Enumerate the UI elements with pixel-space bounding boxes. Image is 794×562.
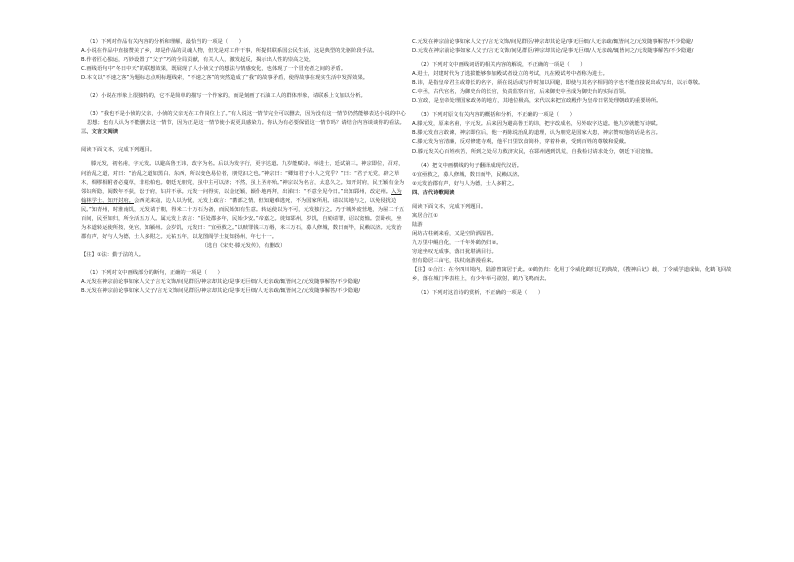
right-column — [412, 38, 737, 298]
poem-line: 但有隐居三亩宅，扶杖南游漫看来。 — [412, 258, 497, 265]
option-b: B.滕元发直言敢谏，神宗即位后，他一再陈说治乱的道理，认为朋党是国家大患，神宗赞叹他的话是名言。 — [412, 130, 661, 137]
translation-sentence-1: ①宜亟救之，募人修城，数日而毕，民赖以济。 — [412, 171, 523, 178]
passage-text-2: 会西羌来寇，边人以为忧，元发上疏言：“蕃部之情，但知避难逃死，不为国家所用。请以其地与之，以免侵扰边民。”知青州，时淮南饥，元发请于朝，得米二十万石为备，而民始知有生意。转运使以为不可，元发独行之。乃于城外废营地，为屋二千五百间，民至如归，所全活五万人。属元发上表言：“臣处郡多年，民始少安。”帝嘉之。徙知郓州，岁饥，自劾请罪，诏以宽恤。尝卧疾，坐为本道转运使所按，免官，知颍州。会岁饥，元发曰：“宜亟救之。”以赎罪钱三万缗，米三万石，募人修城，数日而毕，民赖以济。元发治郡有声，好与人为德，士人多附之。元祐五年，以龙图阁学士复知扬州，年七十一。 — [81, 197, 405, 240]
poem-note: 【注】①合江：在今四川境内，陆游曾寓居于此。②鹤仍归：化用丁令威化鹤归辽的典故，《搜神后记》载，丁令威学道成仙，化鹤飞回故乡，落在城门华表柱上，有少年举弓欲射，鹤乃飞鸣而去。 — [412, 267, 732, 283]
left-column — [81, 38, 406, 296]
question-p1-stem: （1）下列对这首诗的赏析，不正确的一项是（ ） — [418, 290, 544, 297]
poem-line: 穷途坐叹无成事，落日犹堪满目行。 — [412, 248, 497, 255]
option-b: B.元发在神宗前论事如家人父子/言无文饰间见群臣/神宗却其论/是事无巨细/人无亲疏/辄皆问之/元发随事解答/不少隐避/ — [81, 288, 361, 295]
poem-author: 陆游 — [412, 221, 423, 228]
option-a: A.小说在作品中直接赞美了乡，却是作品的灵魂人物，但先是对工作干事，所提供联系国公民生活，这是典型的先驱阶段手法。 — [81, 48, 378, 55]
question-3: （3）“我也不是小侦的父亲，小侦的父亲无在工作岗位上了。”有人说这一情节完全可以删去，因为没有这一情节仍然能够表达小说的中心思想；也有人认为不能删去这一情节，因为正是这一情节使小说更具感染力。你认为有必要保留这一情节吗？请结合内容谈谈你的看法。 — [87, 111, 406, 127]
passage-paragraph — [81, 160, 406, 241]
question-v1-stem: （1）下列对文中画线部分的断句，正确的一项是（ ） — [87, 269, 223, 276]
poem-title: 寓居合江① — [412, 212, 438, 219]
underlined-sentence: 入为翰林学士、知开封府。 — [81, 188, 402, 204]
passage-note: 【注】①法：勤于法的人。 — [81, 251, 145, 258]
passage-text-1: 滕元发，初名甫，字元发。以避高鲁王讳，改字为名。后以为发字行，更字达道。九岁能赋诗。举进士，廷试第三。神宗即位，召对，问治乱之道，对曰：“治乱之道如黑白、东西，所以变色易位者，朋党汩之也。”神宗曰：“卿知君子小人之党乎？”曰：“君子无党，辟之草木，绸缪相附者必蔓草，非松柏也。朝廷无朋党，虽中主可以济；不然，虽上圣亦殆。”神宗以为名言，太息久之。知开封府，民王颖有金为邻妇所隐，阅数年不获，讼于府，妇并不承。元发一问得实，以金还颖，颖仆地再拜，出涕曰：“不意全见今日。”出知郓州，改定州。 — [81, 161, 405, 195]
question-2: （2）小说在形象上很独特的，它不是简单的描写一个作家的，而是刻画了石油工人的群体形象，请联系上文加以分析。 — [87, 93, 366, 100]
reading-instruction: 阅读下面文本，完成下列题目。 — [81, 147, 156, 154]
section-heading-classical-chinese: 三、文言文阅读 — [81, 129, 119, 136]
question-1-stem: （1）下列对作品有关内容的分析和理解，最恰当的一项是（ ） — [87, 39, 244, 45]
poem-line: 九万里中鲲自化，一千年外鹤仍归②。 — [412, 239, 502, 246]
option-c: C.滕元发为官清廉，反对修建寺观，他平日里饮食简朴，穿着朴素，受到百姓的尊敬和爱戴。 — [412, 139, 630, 146]
option-a: A.滕元发，原来名甫，字元发。后来因为避高鲁王的讳，把字改成名，另外取字达道。他九岁就能写诗赋。 — [412, 121, 661, 128]
option-c: C.中丞，古代官名，为御史台的长官，负责监察百官，后来御史中丞成为御史台的实际首领。 — [412, 89, 630, 96]
option-d: D.滕元发关心百姓疾苦，所到之处尽力救济灾民，在郓州遇到饥荒，自我检讨请求处分，朝廷下诏宽恤。 — [412, 148, 657, 155]
translation-sentence-2: ②元发治郡有声，好与人为德，士人多附之。 — [412, 180, 518, 187]
reading-instruction: 阅读下面文本，完成下列题目。 — [412, 203, 487, 210]
option-d: D.宣政，是皇帝处理国家政务的地方，其地位极高，宋代以来把宣政殿作为皇帝日常处理朝政的重要场所。 — [412, 98, 662, 105]
question-v4-stem: （4）把文中画横线的句子翻译成现代汉语。 — [418, 162, 523, 169]
question-v2-stem: （2）下列对文中画线词语的相关内容的解说，不正确的一项是（ ） — [418, 62, 586, 69]
option-c: C.画线语句中“冬日中天”的联想效果，既展现了人小侦父子的想法与情感变化，也体现了一个冒充者之间的矛盾。 — [81, 66, 347, 73]
option-a: A.进士，封建时代为了选拔能够参加殿试者设立的考试，凡在殿试考中者称为进士。 — [412, 71, 608, 78]
option-b: B.作者匠心独运，巧妙设置了“父子”巧的全局贡献，有关人人，激发起反，揭示出人性的崇高之处， — [81, 57, 315, 64]
passage-source: （选自《宋史·滕元发传》，有删改） — [201, 242, 286, 249]
poem-line: 闲坊古柱刺来看，又是空阶酒湿苔。 — [412, 230, 497, 237]
section-heading-poetry: 四、古代诗歌阅读 — [412, 189, 455, 196]
option-d: D.本文以“不速之客”为题标志点明标题线索，“不速之客”的突然造成了“我”的故事矛盾，使得故事在现实生活中发挥效果。 — [81, 75, 369, 82]
option-a: A.元发在神宗前论事如家人父子言无文饰/间见群臣/神宗却其论/是事无巨细/人无亲疏/辄皆问之/元发随事解答/不少隐避/ — [81, 279, 361, 286]
option-b: B.讳，是指皇帝君主或尊长的名字，须在说话或写作时加以回避，即使与其名字相同的字也不能直接说出或写出，以示尊敬。 — [412, 80, 704, 87]
question-v3-stem: （3）下列对原文有关内容的概括和分析，不正确的一项是（ ） — [418, 112, 575, 119]
option-c: C.元发在神宗前论事如家人父子/言无文饰/间见群臣/神宗却其论是/事无巨细/人无亲疏/辄皆问之/元发随事解答/不少隐避/ — [412, 39, 693, 45]
option-d: D.元发在神宗前论事如家人父子/言无文饰/间见群臣/神宗却其论/是事无巨细/人无亲疏/辄皆问之/元发随事解答/不少隐避/ — [412, 48, 694, 55]
